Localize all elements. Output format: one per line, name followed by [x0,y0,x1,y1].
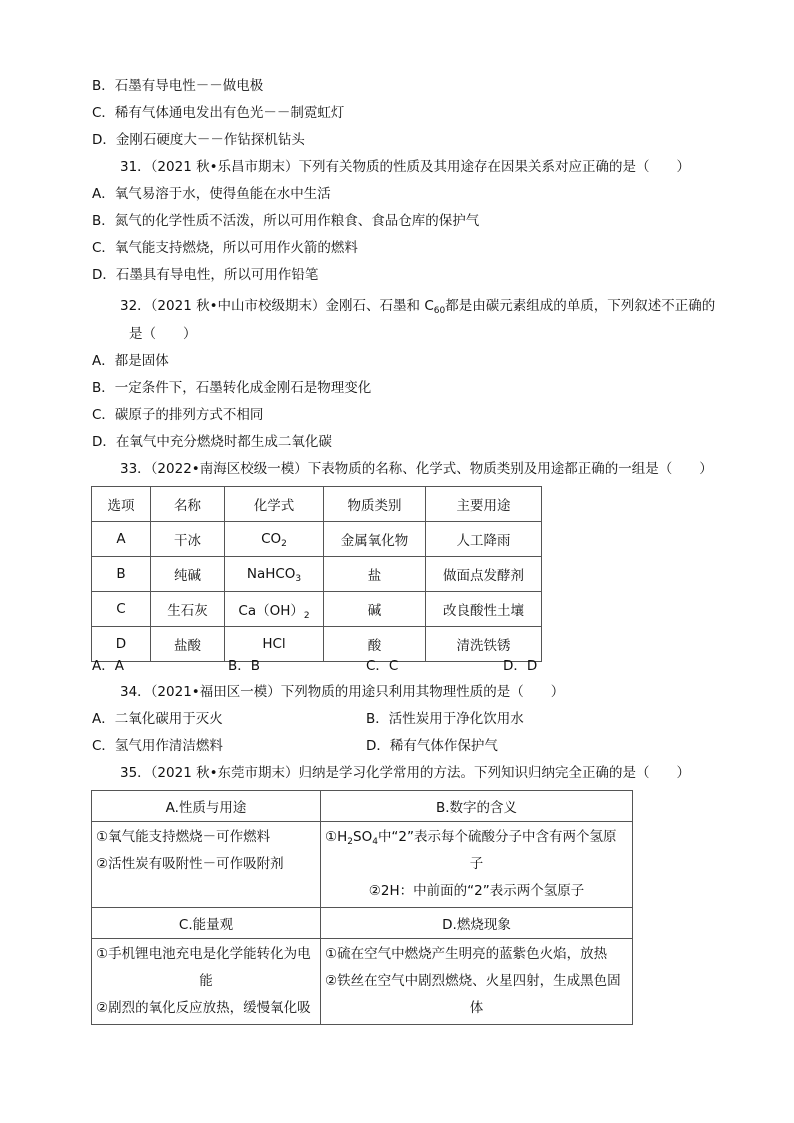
q33-option-c: C．C [366,658,399,674]
d-item-2: ②铁丝在空气中剧烈燃烧、火星四射，生成黑色固 [325,973,621,989]
cell-formula: NaHCO$_3$ [225,557,324,592]
cell-b-heading: B.数字的含义 [321,791,633,822]
q33-option-d: D．D [503,658,538,674]
cell-option: C [92,592,151,627]
cell-a-content [92,822,321,908]
q34-option-d: D．稀有气体作保护气 [366,738,498,754]
cell-b-content [321,822,633,908]
q31-option-a: A．氧气易溶于水，使得鱼能在水中生活 [92,186,331,202]
cell-d-content [321,939,633,1025]
header-cell: 化学式 [225,487,324,522]
cell-type: 碱 [324,592,426,627]
cell-c-heading: C.能量观 [92,908,321,939]
d-item-1: ①硫在空气中燃烧产生明亮的蓝紫色火焰，放热 [325,946,608,962]
cell-formula: $Ca(OH)_2$ [225,592,324,627]
q31-option-b: B．氮气的化学性质不活泼，所以可用作粮食、食品仓库的保护气 [92,213,480,229]
q32-option-b: B．一定条件下，石墨转化成金刚石是物理变化 [92,380,372,396]
q32-stem: 32．（2021 秋•中山市校级期末）金刚石、石墨和 $C_{60}$都是由碳元素组成的单质，下列叙述不正确的 [120,298,716,316]
cell-name: 干冰 [151,522,225,557]
cell-option: A [92,522,151,557]
q32-option-a: A．都是固体 [92,353,169,369]
q31-stem: 31．（2021 秋•乐昌市期末）下列有关物质的性质及其用途存在因果关系对应正确的是（ ） [120,159,691,175]
cell-name: 盐酸 [151,627,225,662]
q34-option-a: A．二氧化碳用于灭火 [92,711,223,727]
q32-stem-cont: 是（ ） [129,326,197,342]
table-row [92,939,633,1025]
cell-type: 酸 [324,627,426,662]
a-item-1: ①氧气能支持燃烧－可作燃料 [96,829,271,845]
q33-option-a: A．A [92,658,124,674]
q34-option-b: B．活性炭用于净化饮用水 [366,711,524,727]
table-row [92,592,542,627]
cell-c-content [92,939,321,1025]
cell-type: 盐 [324,557,426,592]
table-row [92,908,633,939]
c-item-1-cont: 能 [199,973,213,989]
q32-option-d: D．在氧气中充分燃烧时都生成二氧化碳 [92,434,332,450]
cell-formula: HCl [225,627,324,662]
cell-option: D [92,627,151,662]
header-cell: 物质类别 [324,487,426,522]
a-item-2: ②活性炭有吸附性－可作吸附剂 [96,856,284,872]
c-item-1: ①手机锂电池充电是化学能转化为电 [96,946,311,962]
header-cell: 名称 [151,487,225,522]
cell-option: B [92,557,151,592]
table-row [92,822,633,908]
table-row [92,791,633,822]
cell-a-heading: A.性质与用途 [92,791,321,822]
cell-use: 改良酸性土壤 [426,592,542,627]
q31-option-c: C．氧气能支持燃烧，所以可用作火箭的燃料 [92,240,358,256]
q33-option-b: B．B [228,658,261,674]
cell-name: 纯碱 [151,557,225,592]
cell-formula: $CO_2$ [225,522,324,557]
b-item-2: ②2H：中前面的“2”表示两个氢原子 [368,883,585,899]
q33-table [91,486,542,662]
header-cell: 主要用途 [426,487,542,522]
prev-option-b: B．石墨有导电性－－做电极 [92,78,264,94]
prev-option-c: C．稀有气体通电发出有色光－－制霓虹灯 [92,105,345,121]
q35-table [91,790,633,1025]
table-row [92,557,542,592]
q34-option-c: C．氢气用作清洁燃料 [92,738,223,754]
table-row [92,627,542,662]
q31-option-d: D．石墨具有导电性，所以可用作铅笔 [92,267,319,283]
b-item-1-cont: 子 [469,856,484,872]
table-row [92,522,542,557]
cell-use: 人工降雨 [426,522,542,557]
cell-type: 金属氧化物 [324,522,426,557]
cell-use: 做面点发酵剂 [426,557,542,592]
prev-option-d: D．金刚石硬度大－－作钻探机钻头 [92,132,305,148]
c-item-2: ②剧烈的氧化反应放热，缓慢氧化吸 [96,1000,311,1016]
q32-option-c: C．碳原子的排列方式不相同 [92,407,264,423]
q35-stem: 35．（2021 秋•东莞市期末）归纳是学习化学常用的方法。下列知识归纳完全正确的是（ ） [120,765,691,781]
d-item-2-cont: 体 [469,1000,484,1016]
table-header-row [92,487,542,522]
cell-name: 生石灰 [151,592,225,627]
b-item-1: $①H_2SO_4$中“2”表示每个硫酸分子中含有两个氢原 [325,829,617,847]
cell-d-heading: D.燃烧现象 [321,908,633,939]
q33-stem: 33．（2022•南海区校级一模）下表物质的名称、化学式、物质类别及用途都正确的一组是（ ） [120,461,713,477]
cell-use: 清洗铁锈 [426,627,542,662]
q34-stem: 34．（2021•福田区一模）下列物质的用途只利用其物理性质的是（ ） [120,684,565,700]
header-cell: 选项 [92,487,151,522]
